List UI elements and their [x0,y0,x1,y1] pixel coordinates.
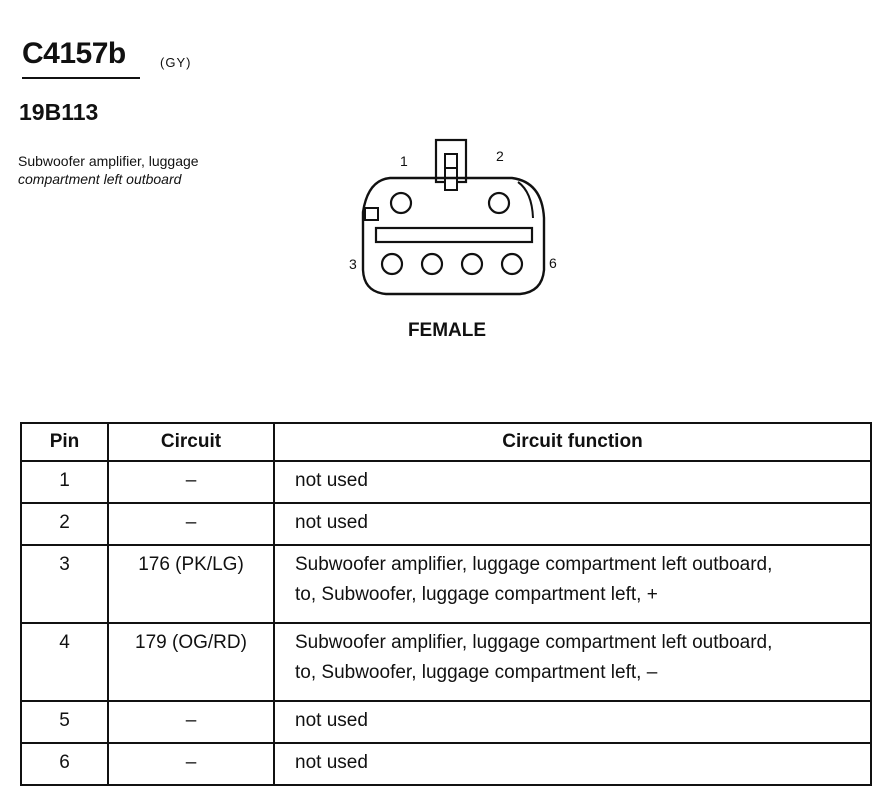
pin-cell: 3 [21,545,108,623]
table-row [21,503,871,545]
pin-cell: 1 [21,461,108,503]
location-line-2: compartment left outboard [18,171,182,187]
circuit-cell: 179 (OG/RD) [108,623,274,701]
pin-2-cavity [489,193,509,213]
pin-cell: 4 [21,623,108,701]
function-line-2: to, Subwoofer, luggage compartment left, + [295,584,658,605]
pin-5-cavity [462,254,482,274]
locking-tab-latch [445,154,457,190]
connector-color: (GY) [160,55,192,70]
part-number: 19B113 [19,99,99,125]
table-row [21,623,871,701]
location-line-1: Subwoofer amplifier, luggage [18,153,199,169]
circuit-cell: – [108,461,274,503]
table-row [21,545,871,623]
function-cell [274,623,871,701]
pin-6-cavity [502,254,522,274]
connector-id: C4157b [22,37,126,70]
circuit-cell: – [108,743,274,785]
function-cell: not used [274,701,871,743]
pin-label-2: 2 [496,148,504,164]
table-header-row [21,423,871,461]
header-pin: Pin [21,423,108,461]
pinout-table [20,422,872,786]
connector-face-diagram [330,130,580,310]
function-cell [274,545,871,623]
table-row [21,701,871,743]
circuit-cell: – [108,701,274,743]
header-function: Circuit function [274,423,871,461]
pin-label-3: 3 [349,256,357,272]
function-cell: not used [274,503,871,545]
pin-4-cavity [422,254,442,274]
pin-cell: 6 [21,743,108,785]
function-line-1: Subwoofer amplifier, luggage compartment left outboard, [295,632,773,653]
pin-3-cavity [382,254,402,274]
circuit-cell: – [108,503,274,545]
pin-1-cavity [391,193,411,213]
key-notch [365,208,378,220]
pin-cell: 5 [21,701,108,743]
connector-location [18,152,258,188]
circuit-cell: 176 (PK/LG) [108,545,274,623]
function-cell: not used [274,461,871,503]
slot-bar [376,228,532,242]
function-line-1: Subwoofer amplifier, luggage compartment left outboard, [295,554,773,575]
function-line-2: to, Subwoofer, luggage compartment left, – [295,662,658,683]
pin-cell: 2 [21,503,108,545]
pin-label-1: 1 [400,153,408,169]
table-row [21,461,871,503]
pin-label-6: 6 [549,255,557,271]
function-cell: not used [274,743,871,785]
header-circuit: Circuit [108,423,274,461]
table-row [21,743,871,785]
connector-id-underline [22,77,140,79]
connector-gender: FEMALE [407,320,487,341]
